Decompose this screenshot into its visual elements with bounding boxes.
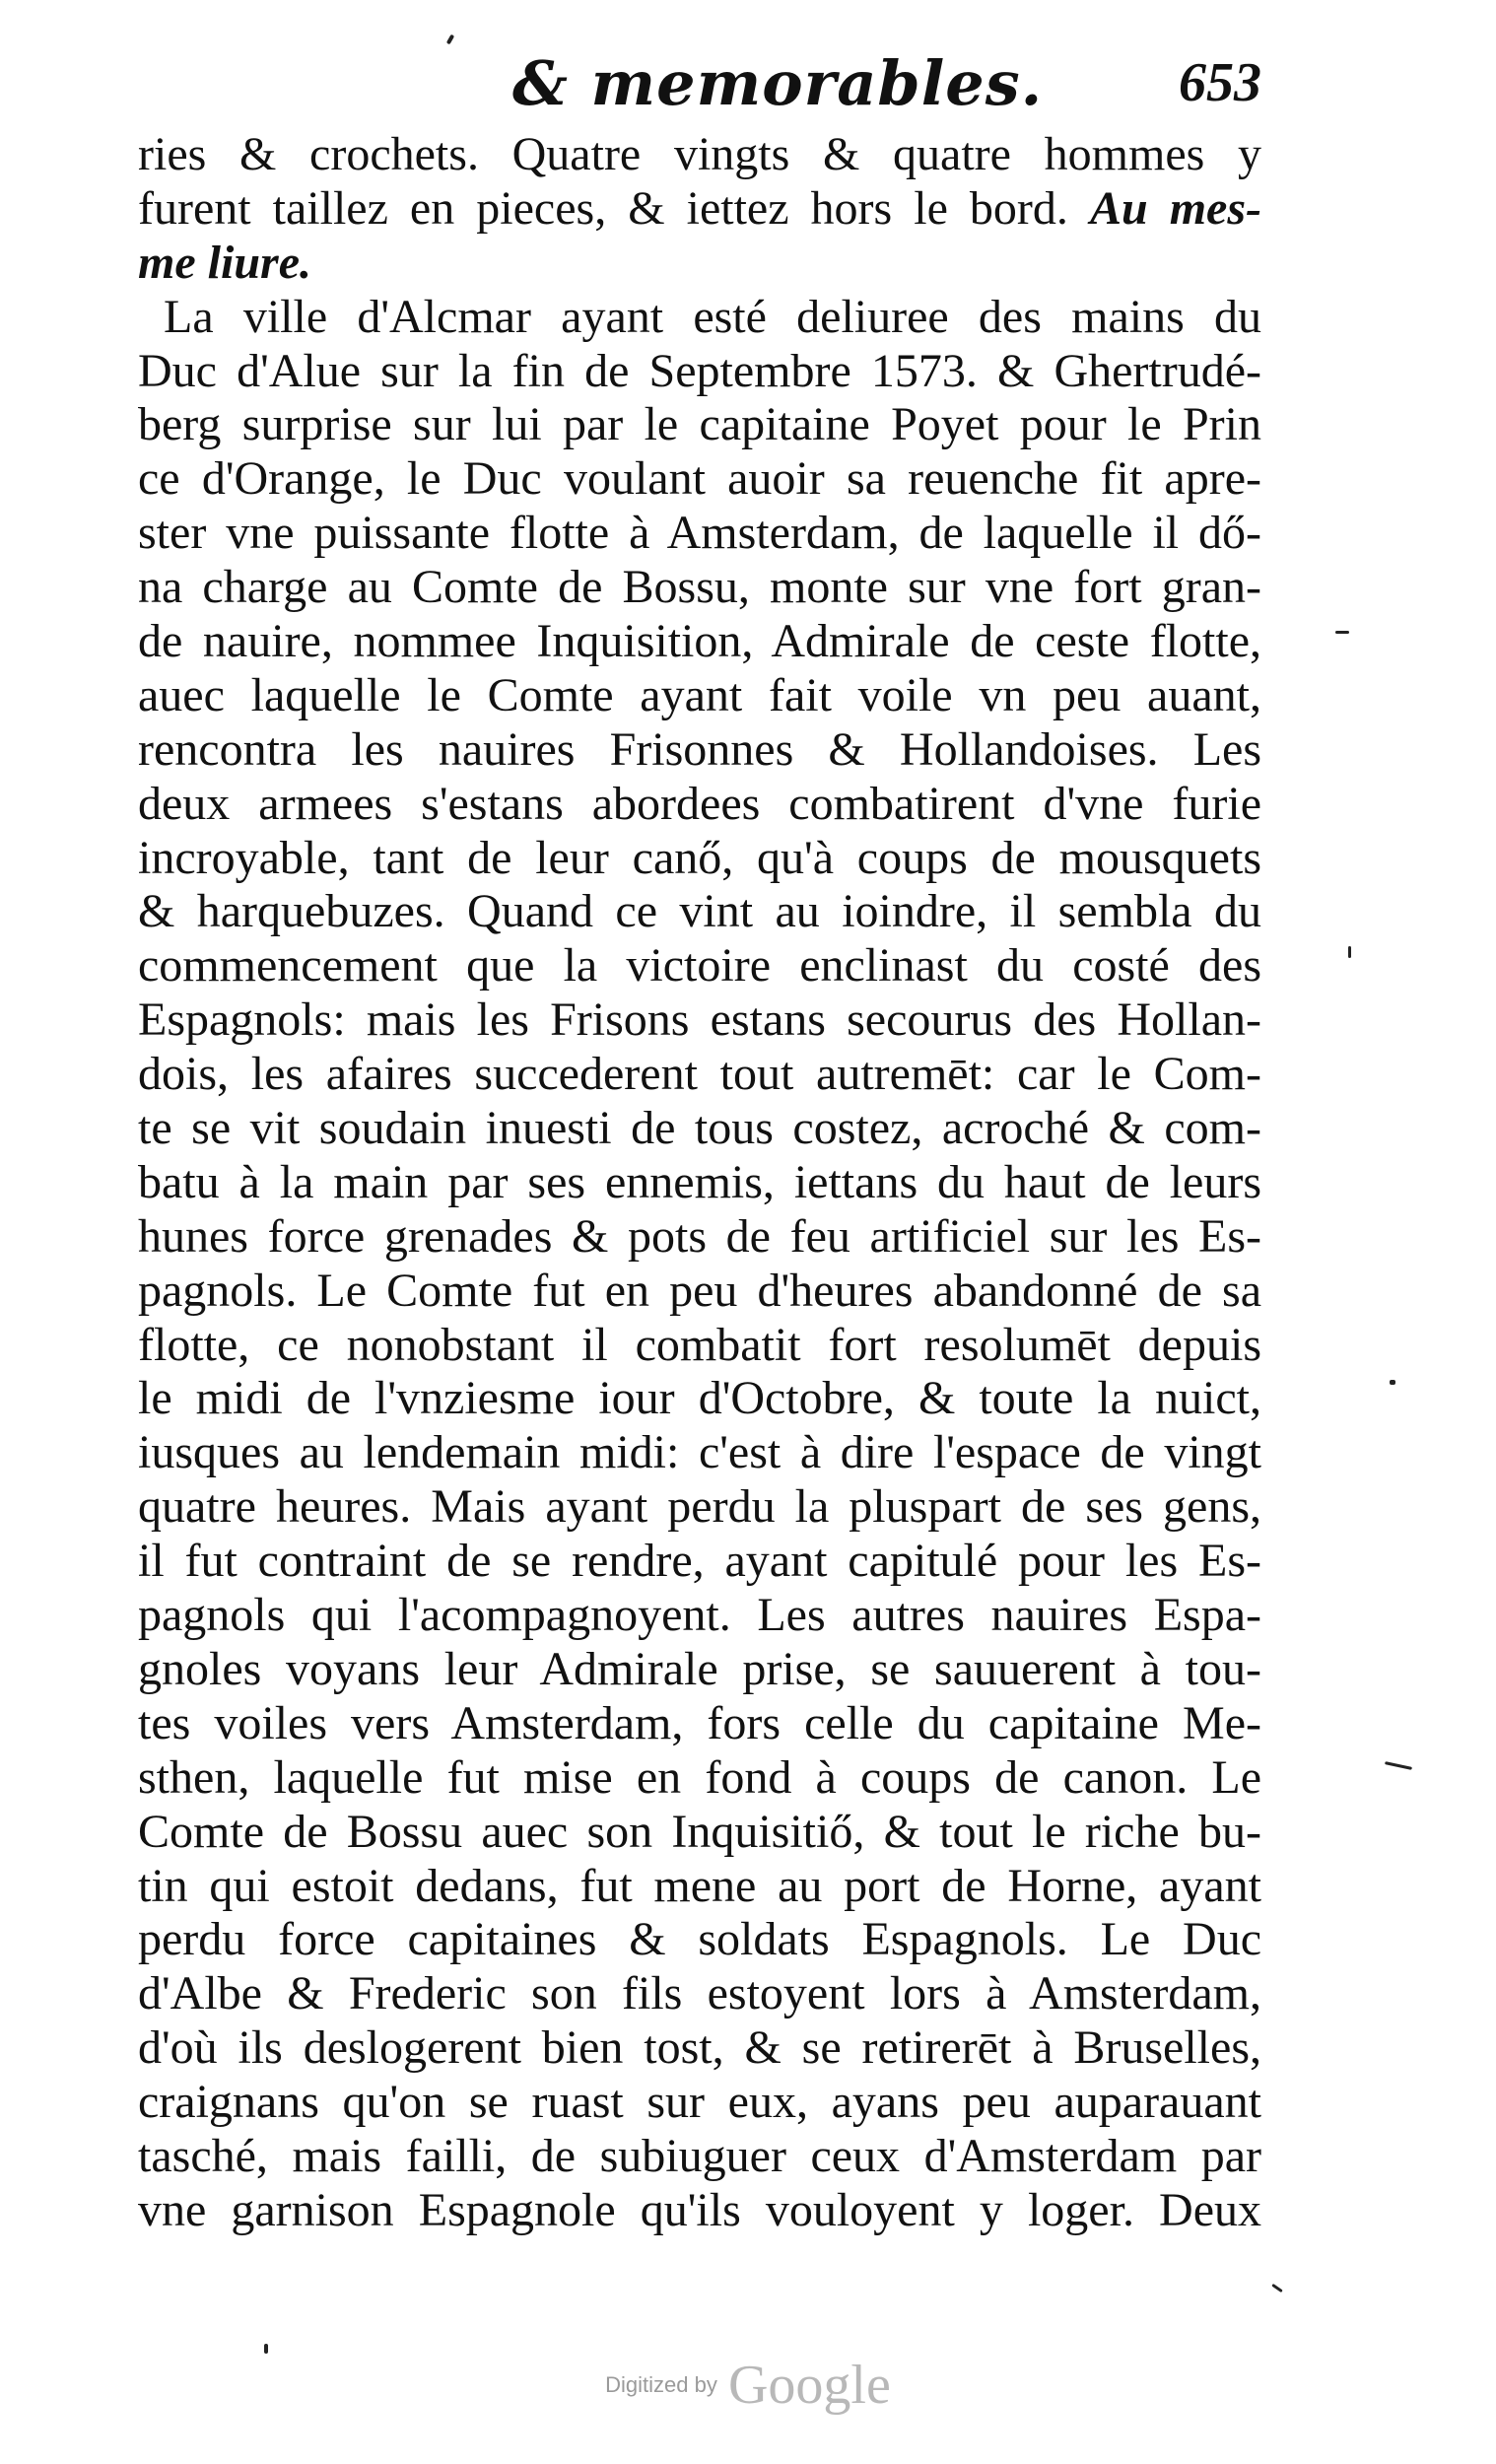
text-line: rencontra les nauires Frisonnes & Hollandoises. Les [138,722,1261,776]
text-line: te se vit soudain inuesti de tous costez, acroché & com- [138,1102,1261,1155]
digitized-by-label: Digitized by [605,2372,717,2397]
text-line: de nauire, nommee Inquisition, Admirale de ceste flotte, [138,615,1261,668]
text-line: flotte, ce nonobstant il combatit fort resolumēt depuis [138,1318,1261,1371]
text-line: iusques au lendemain midi: c'est à dire l'espace de vingt [138,1426,1261,1479]
scan-speck [1390,1380,1395,1385]
text-line: pagnols. Le Comte fut en peu d'heures abandonné de sa [138,1264,1261,1317]
text-line: tasché, mais failli, de subiuguer ceux d'Amsterdam par [138,2129,1261,2182]
scan-speck [264,2344,268,2354]
text-line: auec laquelle le Comte ayant fait voile vn peu auant, [138,668,1261,721]
text-line: deux armees s'estans abordees combatirent d'vne furie [138,777,1261,830]
text-line: hunes force grenades & pots de feu artificiel sur les Es- [138,1209,1261,1263]
text-line: sthen, laquelle fut mise en fond à coups de canon. Le [138,1750,1261,1804]
text-line: craignans qu'on se ruast sur eux, ayans peu auparauant [138,2076,1261,2129]
text-line: berg surprise sur lui par le capitaine Poyet pour le Prin [138,398,1261,451]
digitization-footer [0,2354,1496,2417]
google-logo: Google [727,2355,891,2416]
running-head [512,47,1261,126]
scan-speck [1348,946,1351,958]
text-line: Comte de Bossu auec son Inquisitiő, & tout le riche bu- [138,1805,1261,1858]
text-line-content: furent taillez en pieces, & iettez hors le bord. [138,181,1068,235]
text-line: gnoles voyans leur Admirale prise, se sauuerent à tou- [138,1642,1261,1695]
scan-speck [446,34,454,45]
text-line: Espagnols: mais les Frisons estans secourus des Hollan- [138,993,1261,1047]
text-line: d'où ils deslogerent bien tost, & se retirerēt à Bruselles, [138,2021,1261,2075]
text-line: incroyable, tant de leur canő, qu'à coups de mousquets [138,831,1261,884]
body-text [138,128,1261,2238]
text-line: vne garnison Espagnole qu'ils vouloyent y loger. Deux [138,2183,1261,2236]
text-line: ce d'Orange, le Duc voulant auoir sa reuenche fit apre- [138,452,1261,506]
text-line: La ville d'Alcmar ayant esté deliuree des mains du [164,290,1261,343]
scan-speck [1335,631,1349,634]
text-line: & harquebuzes. Quand ce vint au ioindre, il sembla du [138,885,1261,938]
text-line: tes voiles vers Amsterdam, fors celle du capitaine Me- [138,1696,1261,1749]
page-number: 653 [1179,52,1261,113]
text-line: Duc d'Alue sur la fin de Septembre 1573. & Ghertrudé- [138,344,1261,397]
text-line [138,182,1261,237]
text-line: tin qui estoit dedans, fut mene au port de Horne, ayant [138,1859,1261,1912]
running-title: & memorables. [512,47,1044,119]
text-line: le midi de l'vnziesme iour d'Octobre, & toute la nuict, [138,1372,1261,1425]
text-line: na charge au Comte de Bossu, monte sur vne fort gran- [138,561,1261,614]
source-attribution-continued: me liure. [138,236,311,289]
text-line: il fut contraint de se rendre, ayant capitulé pour les Es- [138,1535,1261,1588]
text-line: dois, les afaires succederent tout autremēt: car le Com- [138,1048,1261,1101]
text-line: pagnols qui l'acompagnoyent. Les autres nauires Espa- [138,1589,1261,1642]
text-line: ster vne puissante flotte à Amsterdam, de laquelle il dő- [138,507,1261,560]
text-line: perdu force capitaines & soldats Espagnols. Le Duc [138,1913,1261,1966]
text-line: d'Albe & Frederic son fils estoyent lors à Amsterdam, [138,1967,1261,2020]
text-line: quatre heures. Mais ayant perdu la pluspart de ses gens, [138,1480,1261,1534]
text-line: batu à la main par ses ennemis, iettans du haut de leurs [138,1155,1261,1208]
text-line: ries & crochets. Quatre vingts & quatre hommes y [138,128,1261,180]
scan-speck [1385,1761,1412,1770]
source-attribution: Au mes- [1089,181,1261,235]
text-line: commencement que la victoire enclinast du costé des [138,939,1261,992]
scan-speck [1271,2284,1283,2293]
